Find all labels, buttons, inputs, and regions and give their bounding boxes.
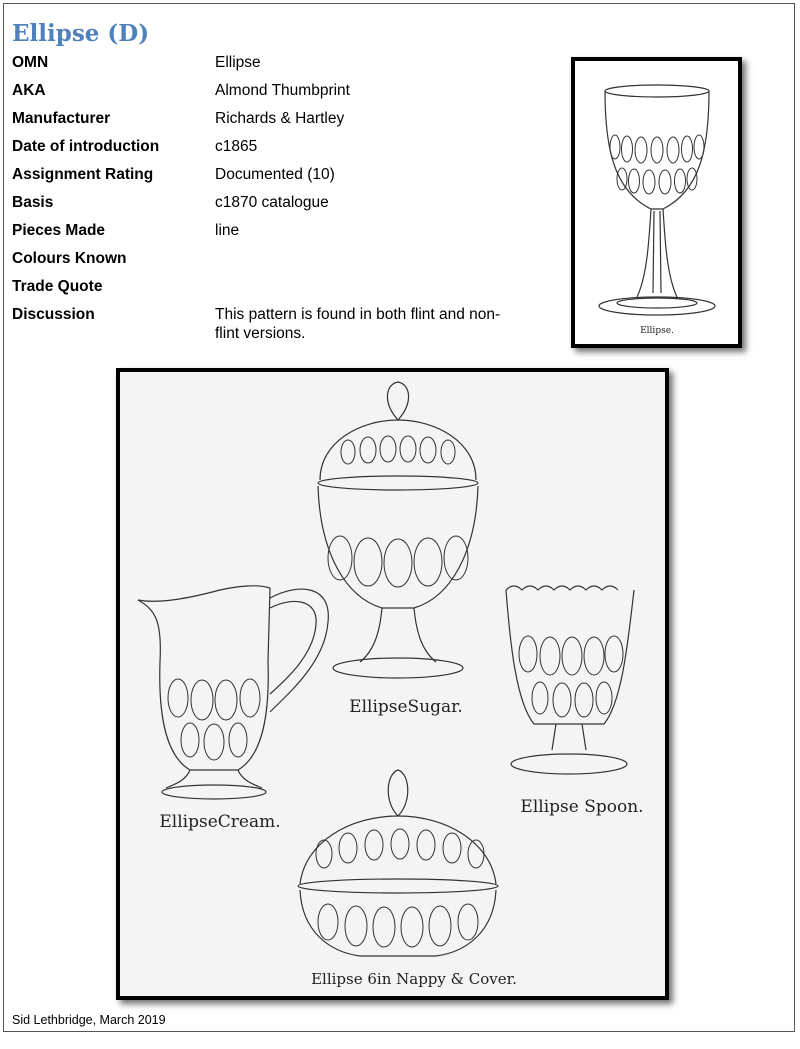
field-label: Basis <box>12 194 54 211</box>
catalogue-illustration <box>116 368 669 1000</box>
field-label: AKA <box>12 82 46 99</box>
field-value: This pattern is found in both flint and non-flint versions. <box>215 306 501 342</box>
nappy-caption: Ellipse 6in Nappy & Cover. <box>311 970 517 988</box>
field-label: Discussion <box>12 306 95 323</box>
field-label: OMN <box>12 54 49 71</box>
field-label: Manufacturer <box>12 110 111 127</box>
cream-caption: EllipseCream. <box>159 812 281 832</box>
field-value: Ellipse <box>215 54 261 71</box>
field-value: c1865 <box>215 138 258 155</box>
sugar-caption: EllipseSugar. <box>349 697 463 717</box>
spoon-caption: Ellipse Spoon. <box>520 797 644 817</box>
field-label: Trade Quote <box>12 278 103 295</box>
field-value: line <box>215 222 240 239</box>
field-label: Date of introduction <box>12 138 160 155</box>
field-value: Richards & Hartley <box>215 110 345 127</box>
field-label: Assignment Rating <box>12 166 154 183</box>
goblet-drawing <box>575 61 738 344</box>
footer-credit: Sid Lethbridge, March 2019 <box>12 1013 166 1027</box>
page-title: Ellipse (D) <box>12 20 150 47</box>
field-value: c1870 catalogue <box>215 194 329 211</box>
field-value: Documented (10) <box>215 166 335 183</box>
goblet-illustration <box>571 57 742 348</box>
catalogue-drawing <box>120 372 665 996</box>
field-value: Almond Thumbprint <box>215 82 350 99</box>
field-label: Pieces Made <box>12 222 106 239</box>
field-label: Colours Known <box>12 250 127 267</box>
goblet-caption: Ellipse. <box>640 326 674 336</box>
